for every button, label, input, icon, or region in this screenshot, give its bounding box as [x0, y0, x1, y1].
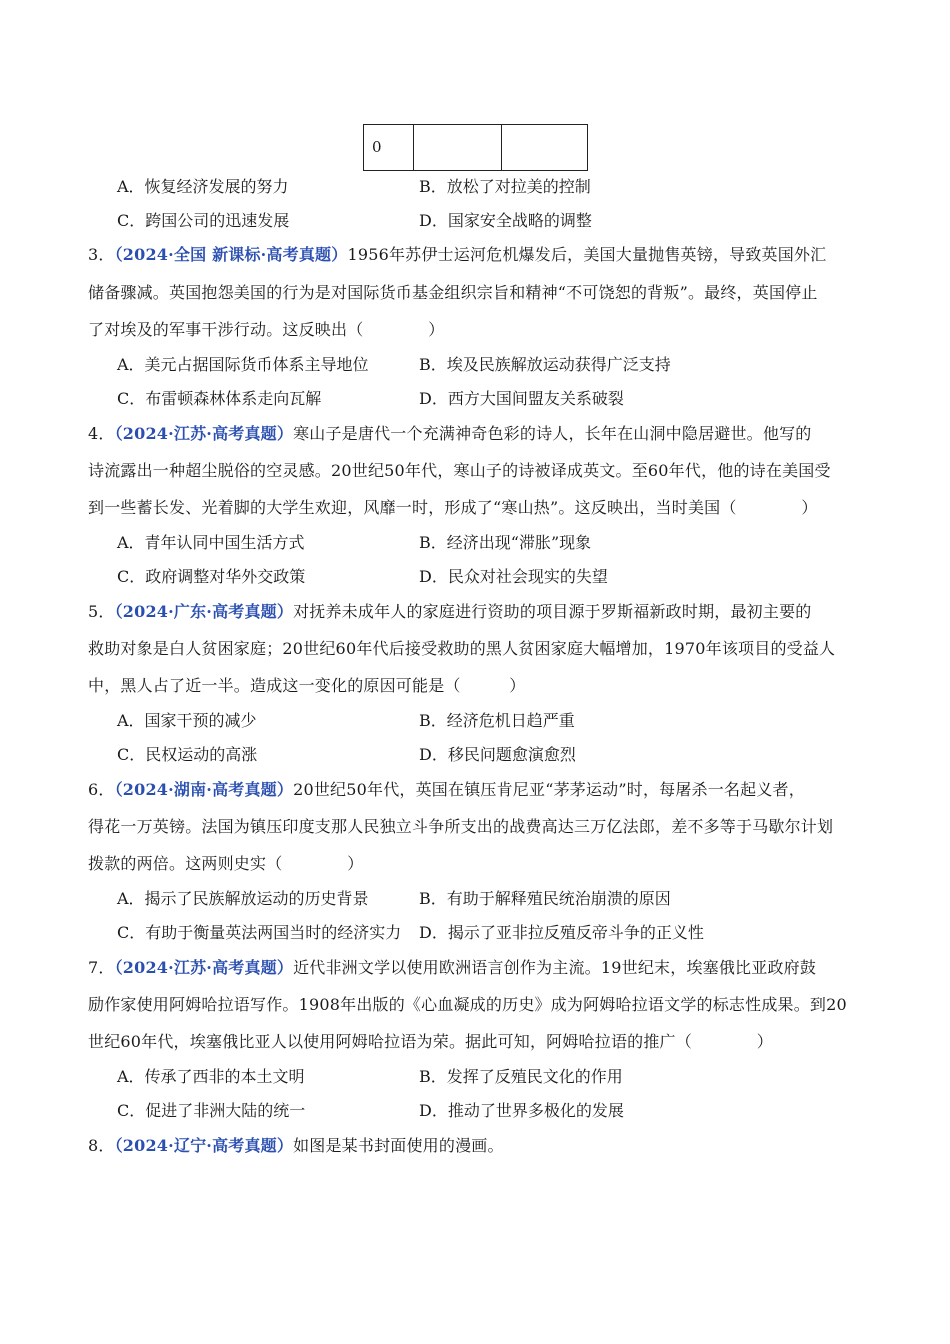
q2-option-d: D．国家安全战略的调整: [419, 211, 592, 230]
q3-option-b: B．埃及民族解放运动获得广泛支持: [419, 355, 671, 374]
question-number: 4．: [88, 424, 115, 443]
q6-stem-line-1: [88, 780, 805, 800]
answer-table-fragment: [363, 124, 588, 171]
q5-stem-line-2: 救助对象是白人贫困家庭；20世纪60年代后接受救助的黑人贫困家庭大幅增加，1970年该项目的受益人: [88, 639, 836, 658]
question-number: 5．: [88, 602, 115, 621]
q4-stem-line-3: 到一些蓄长发、光着脚的大学生欢迎，风靡一时，形成了“寒山热”。这反映出，当时美国（ ）: [88, 498, 818, 517]
q7-option-d: D．推动了世界多极化的发展: [419, 1101, 624, 1120]
question-source: （2024·江苏·高考真题）: [114, 958, 294, 977]
q4-stem-line-2: 诗流露出一种超尘脱俗的空灵感。20世纪50年代，寒山子的诗被译成英文。至60年代，他的诗在美国受: [88, 461, 831, 480]
question-source: （2024·全国 新课标·高考真题）: [114, 245, 348, 264]
question-number: 8．: [88, 1136, 115, 1155]
q7-stem-line-3: 世纪60年代，埃塞俄比亚人以使用阿姆哈拉语为荣。据此可知，阿姆哈拉语的推广（ ）: [88, 1032, 773, 1051]
q5-stem-line-3: 中，黑人占了近一半。造成这一变化的原因可能是（ ）: [88, 676, 526, 695]
table-cell: [502, 125, 588, 171]
q7-option-c: C．促进了非洲大陆的统一: [117, 1101, 306, 1120]
q3-stem-line-2: 储备骤减。英国抱怨美国的行为是对国际货币基金组织宗旨和精神“不可饶恕的背叛”。最终，英国停止: [88, 283, 818, 302]
q5-option-d: D．移民问题愈演愈烈: [419, 745, 576, 764]
q7-stem-line-1: [88, 958, 816, 978]
q6-option-a: A．揭示了民族解放运动的历史背景: [117, 889, 369, 908]
q5-option-c: C．民权运动的高涨: [117, 745, 258, 764]
question-text: 近代非洲文学以使用欧洲语言创作为主流。19世纪末，埃塞俄比亚政府鼓: [293, 958, 817, 977]
question-source: （2024·江苏·高考真题）: [114, 424, 294, 443]
q4-option-d: D．民众对社会现实的失望: [419, 567, 608, 586]
question-text: 20世纪50年代，英国在镇压肯尼亚“茅茅运动”时，每屠杀一名起义者，: [293, 780, 805, 799]
question-number: 6．: [88, 780, 115, 799]
q6-option-d: D．揭示了亚非拉反殖反帝斗争的正义性: [419, 923, 704, 942]
question-source: （2024·湖南·高考真题）: [114, 780, 294, 799]
q7-stem-line-2: 励作家使用阿姆哈拉语写作。1908年出版的《心血凝成的历史》成为阿姆哈拉语文学的标志性成果。到20: [88, 995, 847, 1014]
q6-option-c: C．有助于衡量英法两国当时的经济实力: [117, 923, 402, 942]
question-number: 3．: [88, 245, 115, 264]
question-number: 7．: [88, 958, 115, 977]
question-text: 1956年苏伊士运河危机爆发后，美国大量抛售英镑，导致英国外汇: [347, 245, 827, 264]
q2-option-a: A．恢复经济发展的努力: [117, 177, 289, 196]
q2-option-c: C．跨国公司的迅速发展: [117, 211, 290, 230]
question-text: 对抚养未成年人的家庭进行资助的项目源于罗斯福新政时期，最初主要的: [293, 602, 812, 621]
q7-option-b: B．发挥了反殖民文化的作用: [419, 1067, 623, 1086]
q3-stem-line-1: [88, 245, 826, 265]
q6-stem-line-2: 得花一万英镑。法国为镇压印度支那人民独立斗争所支出的战费高达三万亿法郎，差不多等于马歇尔计划: [88, 817, 834, 836]
q3-option-a: A．美元占据国际货币体系主导地位: [117, 355, 369, 374]
q6-stem-line-3: 拨款的两倍。这两则史实（ ）: [88, 854, 364, 873]
q3-option-c: C．布雷顿森林体系走向瓦解: [117, 389, 322, 408]
q7-option-a: A．传承了西非的本土文明: [117, 1067, 305, 1086]
q5-option-b: B．经济危机日趋严重: [419, 711, 575, 730]
table-cell: 0: [364, 125, 414, 171]
q6-option-b: B．有助于解释殖民统治崩溃的原因: [419, 889, 671, 908]
q4-option-a: A．青年认同中国生活方式: [117, 533, 305, 552]
q2-option-b: B．放松了对拉美的控制: [419, 177, 591, 196]
question-source: （2024·广东·高考真题）: [114, 602, 294, 621]
q5-stem-line-1: [88, 602, 811, 622]
table-row: [364, 125, 588, 171]
table-cell: [414, 125, 502, 171]
question-text: 如图是某书封面使用的漫画。: [293, 1136, 504, 1155]
question-text: 寒山子是唐代一个充满神奇色彩的诗人，长年在山洞中隐居避世。他写的: [293, 424, 812, 443]
q3-option-d: D．西方大国间盟友关系破裂: [419, 389, 624, 408]
q8-stem-line-1: [88, 1136, 504, 1156]
q4-stem-line-1: [88, 424, 811, 444]
q4-option-b: B．经济出现“滞胀”现象: [419, 533, 592, 552]
q5-option-a: A．国家干预的减少: [117, 711, 257, 730]
q4-option-c: C．政府调整对华外交政策: [117, 567, 306, 586]
question-source: （2024·辽宁·高考真题）: [114, 1136, 294, 1155]
q3-stem-line-3: 了对埃及的军事干涉行动。这反映出（ ）: [88, 320, 445, 339]
